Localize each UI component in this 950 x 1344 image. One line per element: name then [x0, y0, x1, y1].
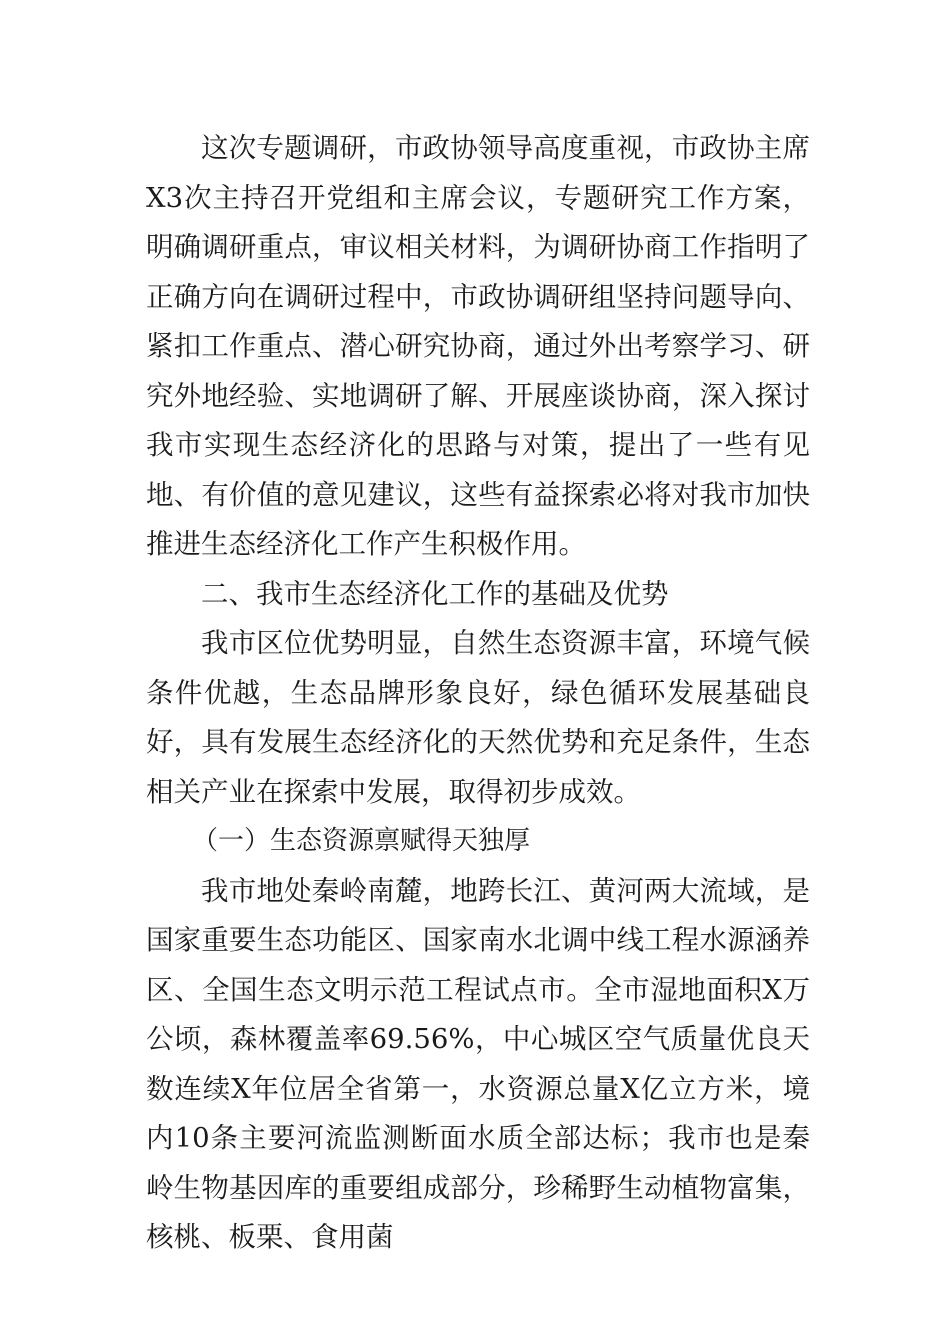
subsection-heading-ecological-resources: （一）生态资源禀赋得天独厚 [192, 826, 531, 856]
document-body [146, 124, 810, 1263]
section-heading-foundation-advantages: 二、我市生态经济化工作的基础及优势 [201, 577, 669, 610]
paragraph-ecological-resources: 我市地处秦岭南麓，地跨长江、黄河两大流域，是国家重要生态功能区、国家南水北调中线工程水源涵养区、全国生态文明示范工程试点市。全市湿地面积X万公顷，森林覆盖率69.56%，中心城区空气质量优良天数连续X年位居全省第一，水资源总量X亿立方米，境内10条主要河流监测断面水质全部达标；我市也是秦岭生物基因库的重要组成部分，珍稀野生动植物富集，核桃、板栗、食用菌 [146, 874, 810, 1253]
paragraph-research-overview: 这次专题调研，市政协领导高度重视，市政协主席X3次主持召开党组和主席会议，专题研究工作方案，明确调研重点，审议相关材料，为调研协商工作指明了正确方向在调研过程中，市政协调研组坚持问题导向、紧扣工作重点、潜心研究协商，通过外出考察学习、研究外地经验、实地调研了解、开展座谈协商，深入探讨我市实现生态经济化的思路与对策，提出了一些有见地、有价值的意见建议，这些有益探索必将对我市加快推进生态经济化工作产生积极作用。 [146, 132, 810, 560]
paragraph-location-advantages: 我市区位优势明显，自然生态资源丰富，环境气候条件优越，生态品牌形象良好，绿色循环发展基础良好，具有发展生态经济化的天然优势和充足条件，生态相关产业在探索中发展，取得初步成效。 [146, 627, 810, 808]
